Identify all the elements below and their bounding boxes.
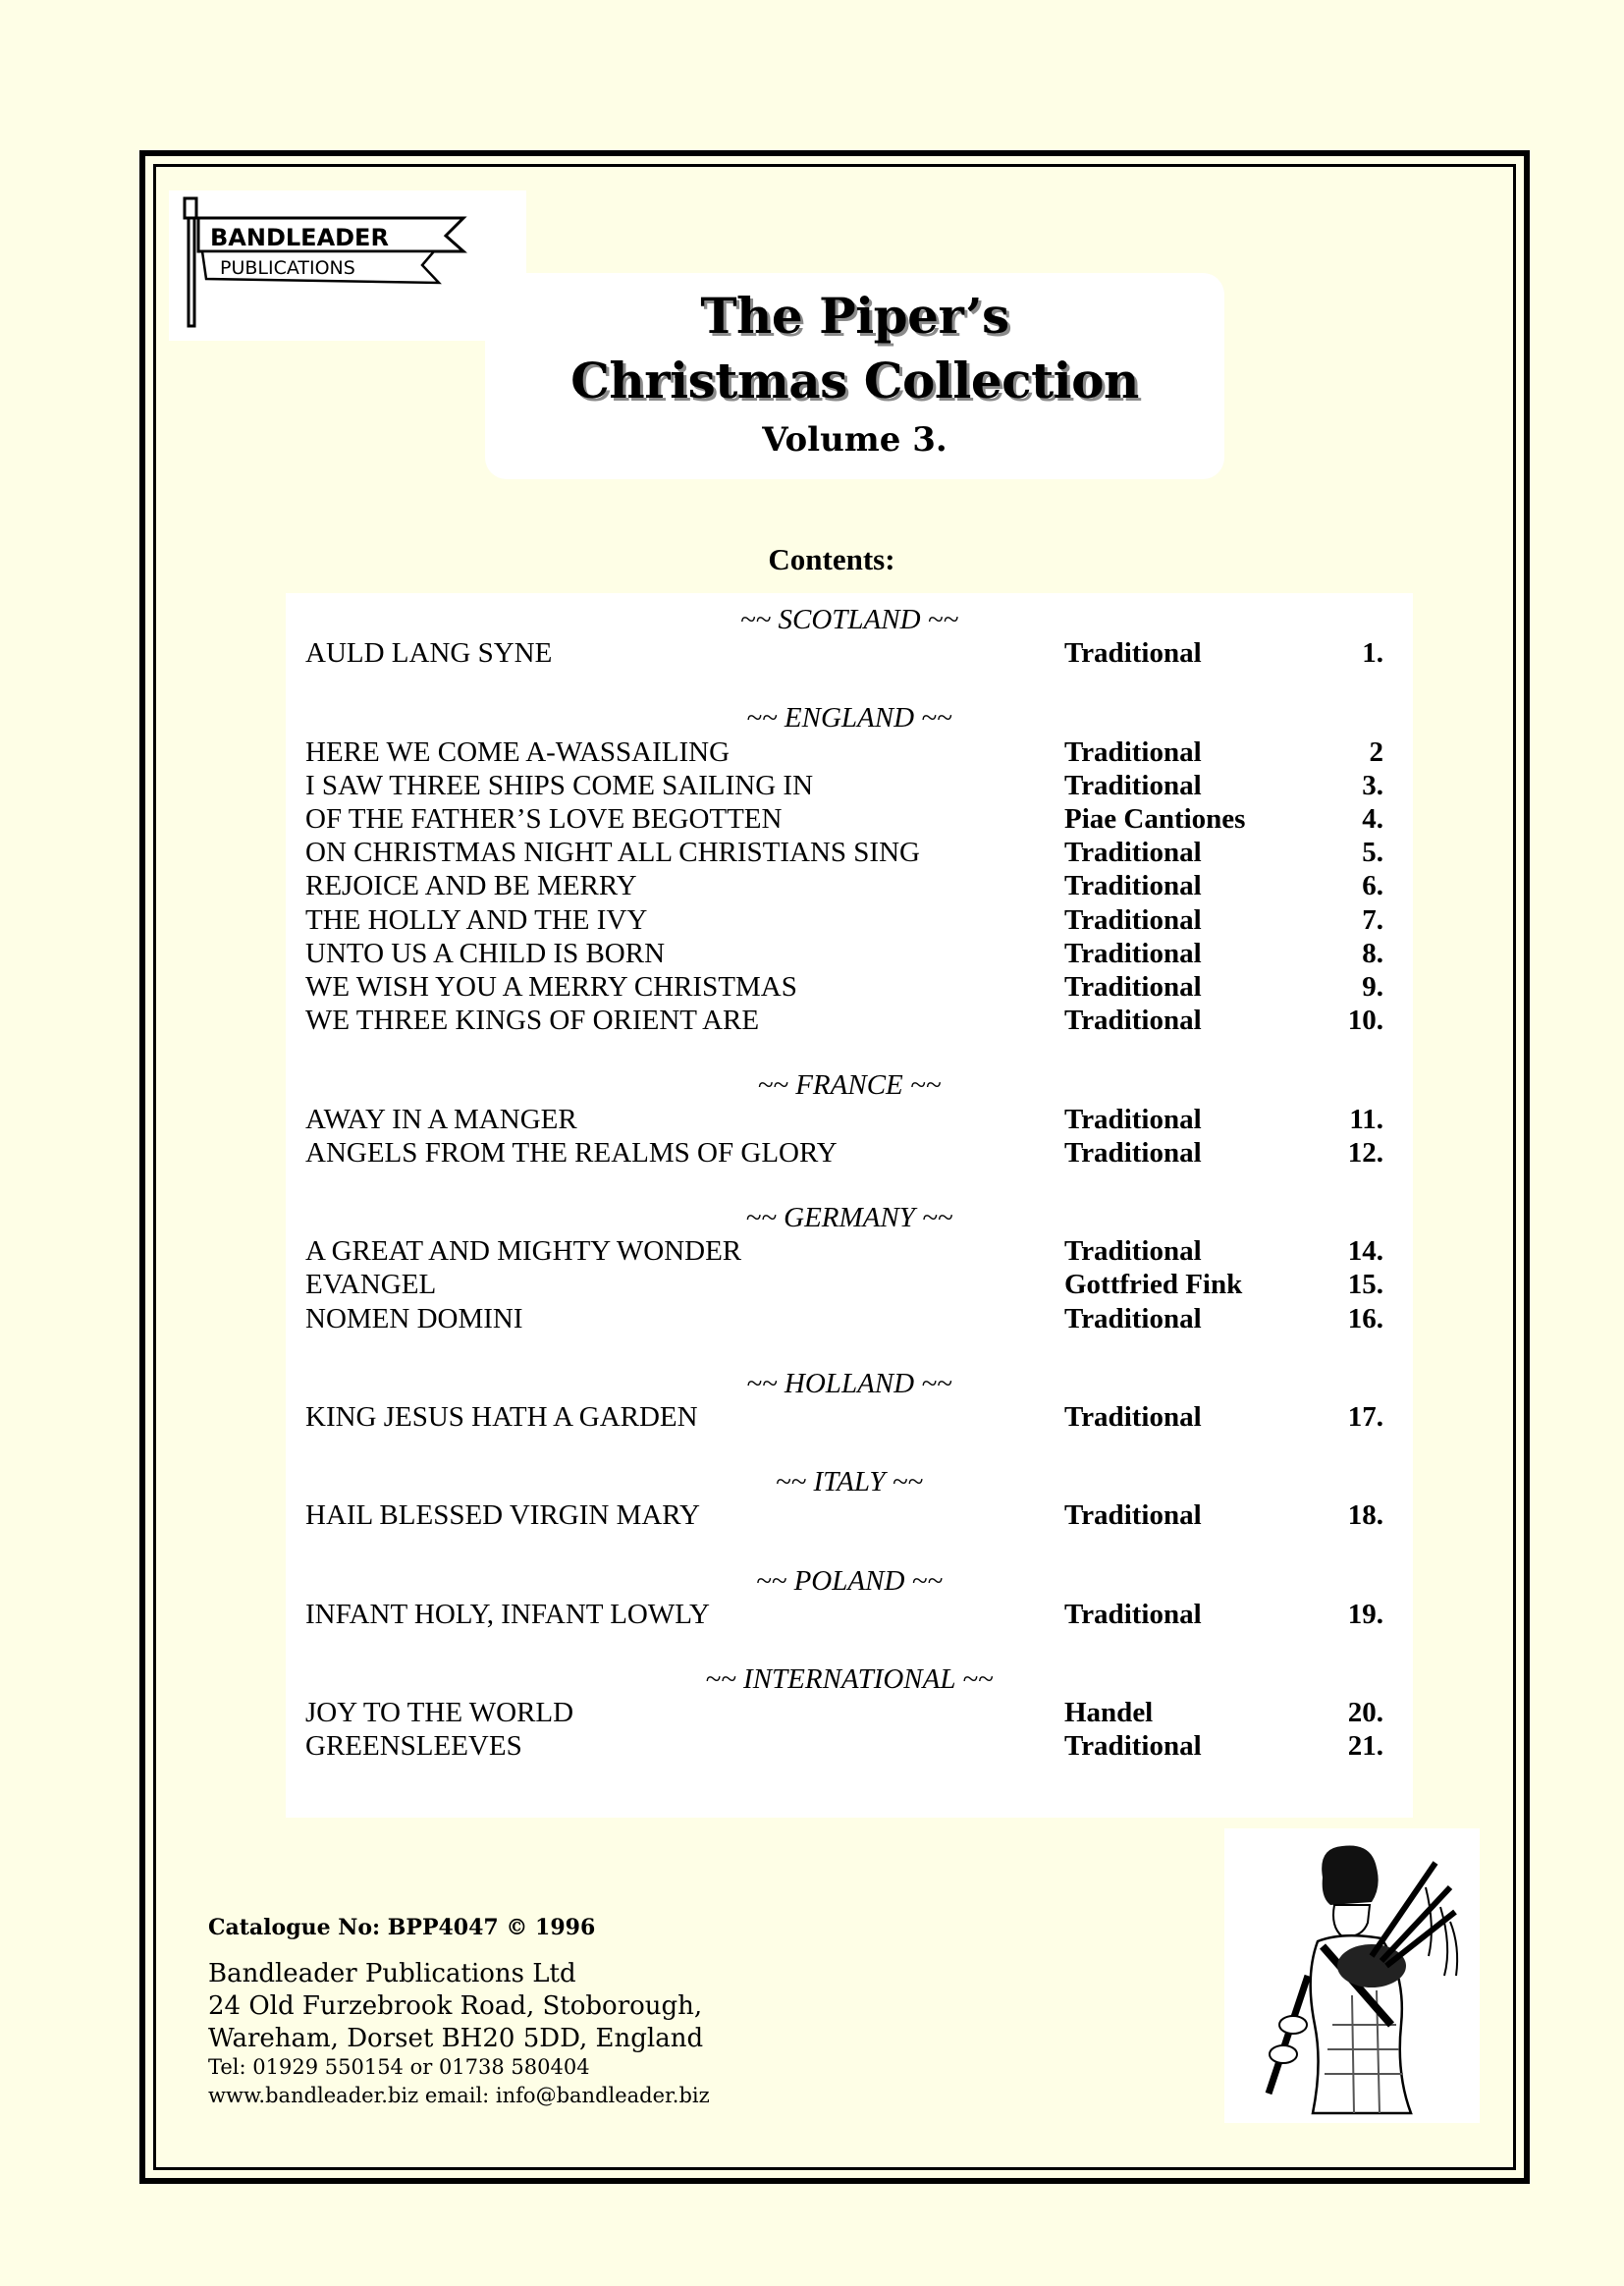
logo-line2: PUBLICATIONS (220, 257, 355, 279)
contents-entry (286, 1103, 1413, 1136)
publisher-address-line2: Wareham, Dorset BH20 5DD, England (208, 2024, 704, 2053)
publisher-address-line1: 24 Old Furzebrook Road, Stoborough, (208, 1991, 703, 2021)
contents-entry (286, 769, 1413, 802)
publisher-telephone: Tel: 01929 550154 or 01738 580404 (208, 2055, 590, 2079)
song-composer: Traditional (1064, 1401, 1202, 1433)
book-title-line1: The Piper’s (700, 287, 1009, 345)
contents-entry (286, 1729, 1413, 1763)
song-composer: Handel (1064, 1697, 1154, 1729)
contents-entry (286, 869, 1413, 902)
contents-entry (286, 1696, 1413, 1729)
song-title: JOY TO THE WORLD (305, 1697, 574, 1729)
song-composer: Traditional (1064, 735, 1202, 768)
section-heading: ~~ INTERNATIONAL ~~ (705, 1663, 994, 1695)
page-number: 14. (1347, 1235, 1383, 1268)
song-title: AWAY IN A MANGER (305, 1103, 577, 1135)
publisher-name: Bandleader Publications Ltd (208, 1959, 576, 1988)
song-title: OF THE FATHER’S LOVE BEGOTTEN (305, 803, 783, 835)
song-title: INFANT HOLY, INFANT LOWLY (305, 1598, 710, 1630)
piper-illustration (1224, 1828, 1480, 2123)
song-title: AULD LANG SYNE (305, 637, 553, 670)
contents-entry (286, 735, 1413, 769)
publisher-web-email: www.bandleader.biz email: info@bandleader.biz (208, 2084, 710, 2107)
song-title: WE WISH YOU A MERRY CHRISTMAS (305, 971, 797, 1003)
catalogue-number: Catalogue No: BPP4047 © 1996 (208, 1915, 596, 1940)
section-heading: ~~ ENGLAND ~~ (746, 702, 952, 735)
song-composer: Traditional (1064, 769, 1202, 801)
contents-entry (286, 1136, 1413, 1170)
page-number: 5. (1362, 837, 1383, 869)
page-number: 11. (1349, 1103, 1383, 1135)
song-composer: Traditional (1064, 1598, 1202, 1630)
page-number: 18. (1347, 1499, 1383, 1532)
song-title: HERE WE COME A-WASSAILING (305, 735, 731, 768)
contents-entry (286, 836, 1413, 869)
song-title: HAIL BLESSED VIRGIN MARY (305, 1499, 700, 1532)
section-heading: ~~ SCOTLAND ~~ (739, 604, 959, 635)
contents-entry (286, 1302, 1413, 1335)
section-heading: ~~ ITALY ~~ (775, 1466, 924, 1498)
song-composer: Traditional (1064, 870, 1202, 902)
page-number: 16. (1347, 1302, 1383, 1334)
contents-entry (286, 1400, 1413, 1434)
song-composer: Traditional (1064, 1103, 1202, 1135)
song-composer: Traditional (1064, 1302, 1202, 1334)
page-number: 7. (1362, 903, 1383, 936)
page-number: 17. (1347, 1401, 1383, 1433)
title-panel (485, 273, 1224, 479)
contents-entry (286, 1004, 1413, 1037)
page-number: 4. (1362, 803, 1383, 835)
song-title: EVANGEL (305, 1269, 437, 1301)
contents-heading: Contents: (768, 542, 895, 576)
book-title-line2: Christmas Collection (570, 352, 1139, 409)
contents-entry (286, 1234, 1413, 1268)
song-composer: Traditional (1064, 937, 1202, 969)
song-title: I SAW THREE SHIPS COME SAILING IN (305, 769, 814, 801)
volume-label: Volume 3. (762, 420, 947, 460)
song-title: ANGELS FROM THE REALMS OF GLORY (305, 1136, 838, 1169)
song-title: KING JESUS HATH A GARDEN (305, 1401, 698, 1433)
song-composer: Traditional (1064, 971, 1202, 1003)
page-number: 1. (1362, 637, 1383, 670)
song-composer: Traditional (1064, 1005, 1202, 1037)
page-number: 3. (1362, 769, 1383, 801)
page-number: 19. (1347, 1598, 1383, 1630)
song-composer: Traditional (1064, 1235, 1202, 1268)
contents-entry (286, 802, 1413, 836)
page-number: 21. (1347, 1730, 1383, 1763)
song-title: WE THREE KINGS OF ORIENT ARE (305, 1005, 760, 1037)
page-number: 20. (1347, 1697, 1383, 1729)
section-heading: ~~ FRANCE ~~ (757, 1069, 942, 1102)
page-number: 2 (1369, 735, 1383, 768)
contents-panel (286, 593, 1413, 1818)
page-number: 15. (1347, 1269, 1383, 1301)
song-composer: Piae Cantiones (1064, 803, 1246, 835)
contents-entry (286, 636, 1413, 670)
section-heading: ~~ GERMANY ~~ (745, 1202, 953, 1233)
section-heading: ~~ HOLLAND ~~ (746, 1367, 952, 1399)
contents-entry (286, 970, 1413, 1004)
contents-entry (286, 1598, 1413, 1631)
song-composer: Traditional (1064, 1499, 1202, 1532)
contents-entry (286, 1498, 1413, 1532)
contents-entry (286, 1268, 1413, 1301)
section-heading: ~~ POLAND ~~ (755, 1564, 944, 1597)
song-composer: Gottfried Fink (1064, 1269, 1243, 1301)
logo-line1: BANDLEADER (210, 224, 389, 251)
page-number: 10. (1347, 1005, 1383, 1037)
song-composer: Traditional (1064, 1136, 1202, 1169)
song-title: REJOICE AND BE MERRY (305, 870, 637, 902)
song-title: THE HOLLY AND THE IVY (305, 903, 648, 936)
song-title: UNTO US A CHILD IS BORN (305, 937, 666, 969)
song-title: ON CHRISTMAS NIGHT ALL CHRISTIANS SING (305, 837, 920, 869)
song-composer: Traditional (1064, 903, 1202, 936)
publisher-logo (169, 190, 526, 341)
contents-entry (286, 937, 1413, 970)
song-title: GREENSLEEVES (305, 1730, 522, 1763)
page-number: 9. (1362, 971, 1383, 1003)
song-composer: Traditional (1064, 1730, 1202, 1763)
song-composer: Traditional (1064, 637, 1202, 670)
song-composer: Traditional (1064, 837, 1202, 869)
page-number: 6. (1362, 870, 1383, 902)
page-number: 12. (1347, 1136, 1383, 1169)
song-title: NOMEN DOMINI (305, 1302, 523, 1334)
page-number: 8. (1362, 937, 1383, 969)
contents-entry (286, 903, 1413, 937)
song-title: A GREAT AND MIGHTY WONDER (305, 1235, 742, 1268)
